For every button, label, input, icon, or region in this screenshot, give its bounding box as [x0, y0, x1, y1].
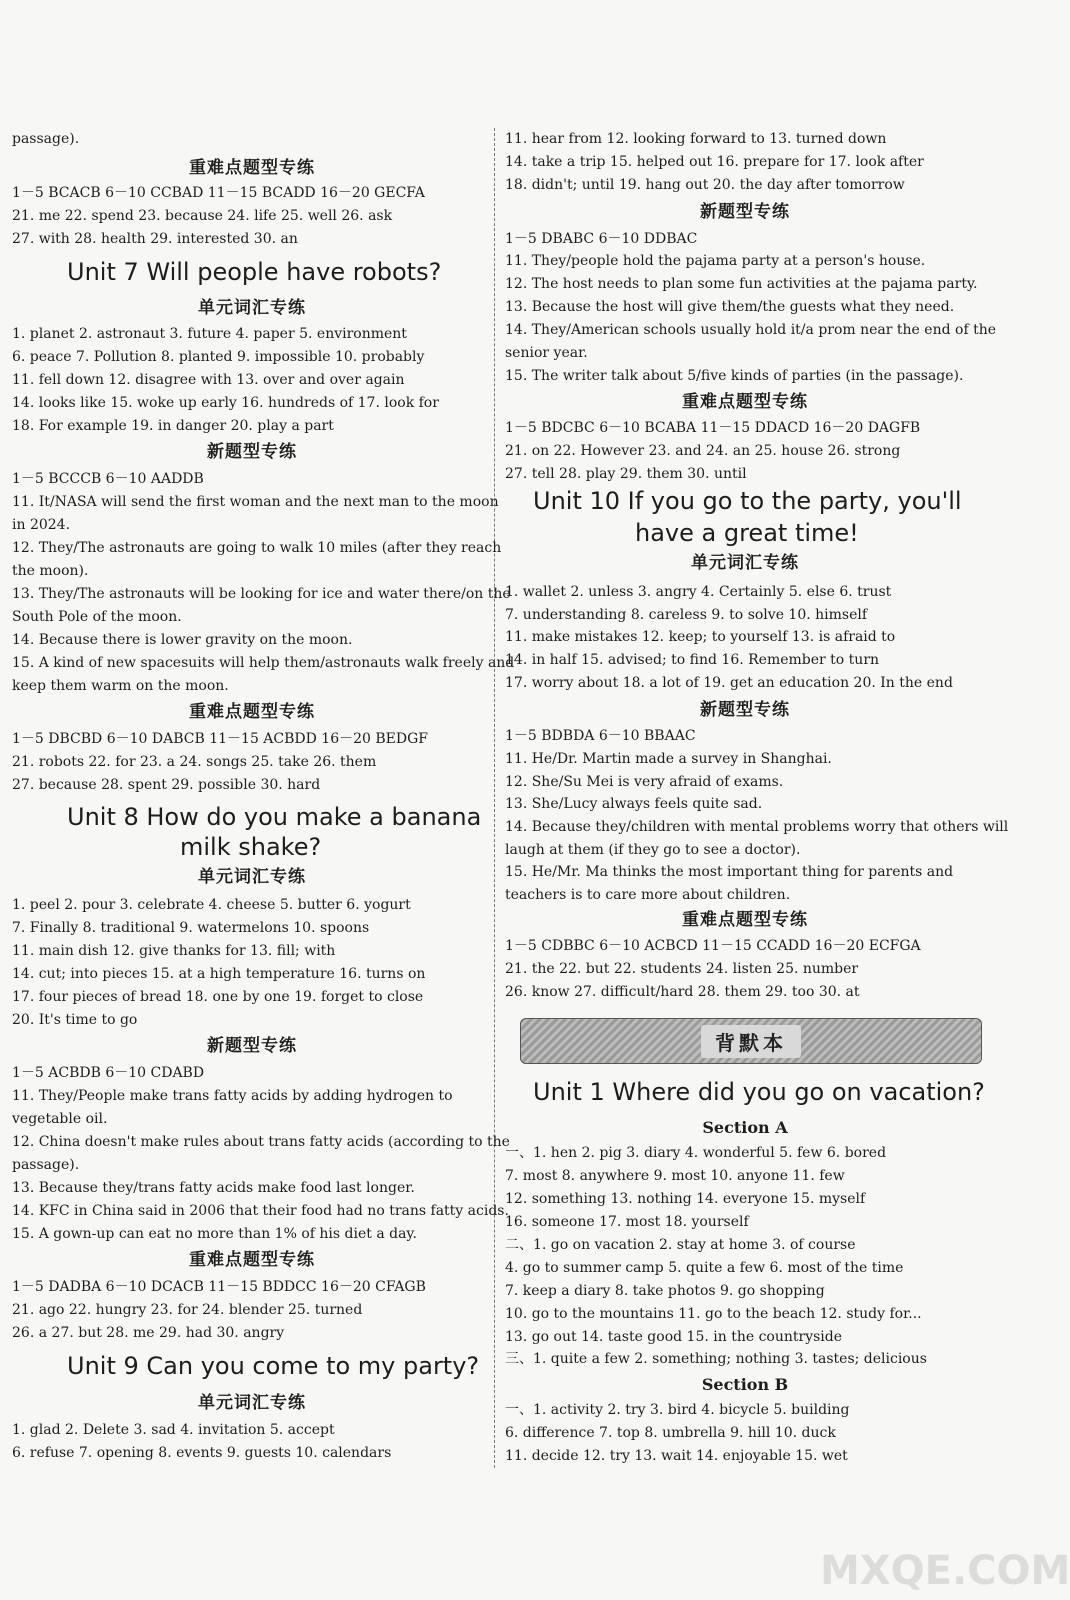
answer-line: passage). — [12, 1157, 80, 1173]
answer-line: 12. China doesn't make rules about trans fatty acids (according to the — [12, 1134, 510, 1150]
answer-line: 1－5 CDBBC 6－10 ACBCD 11－15 CCADD 16－20 ECFGA — [505, 938, 921, 954]
sub-section-title: Section B — [701, 1375, 789, 1394]
unit-title: Unit 8 How do you make a banana — [67, 803, 482, 831]
section-heading: 单元词汇专练 — [198, 1393, 306, 1413]
section-heading: 新题型专练 — [207, 442, 297, 462]
answer-line: 15. The writer talk about 5/five kinds of parties (in the passage). — [505, 368, 964, 384]
answer-line: 14. Because they/children with mental problems worry that others will — [505, 819, 1009, 835]
answer-line: 1－5 DBABC 6－10 DDBAC — [505, 231, 698, 247]
answer-line: senior year. — [505, 345, 588, 361]
answer-line: 12. They/The astronauts are going to walk 10 miles (after they reach — [12, 540, 502, 556]
answer-line: in 2024. — [12, 517, 71, 533]
answer-line: 11. It/NASA will send the first woman and the next man to the moon — [12, 494, 499, 510]
answer-line: South Pole of the moon. — [12, 609, 182, 625]
unit-title-continued: milk shake? — [180, 833, 322, 861]
answer-line: 14. Because there is lower gravity on the moon. — [12, 632, 353, 648]
answer-line: 1－5 BCACB 6－10 CCBAD 11－15 BCADD 16－20 GECFA — [12, 185, 425, 201]
answer-line: teachers is to care more about children. — [505, 887, 791, 903]
answer-line: laugh at them (if they go to see a doctor). — [505, 842, 801, 858]
answer-line: 4. go to summer camp 5. quite a few 6. most of the time — [505, 1260, 904, 1276]
answer-line: 21. me 22. spend 23. because 24. life 25. well 26. ask — [12, 208, 393, 224]
section-heading: 重难点题型专练 — [189, 702, 315, 722]
section-heading: 新题型专练 — [700, 700, 790, 720]
answer-line: 12. The host needs to plan some fun activities at the pajama party. — [505, 276, 978, 292]
answer-line: 1. planet 2. astronaut 3. future 4. paper 5. environment — [12, 326, 407, 342]
answer-line: 17. worry about 18. a lot of 19. get an education 20. In the end — [505, 675, 953, 691]
section-heading: 单元词汇专练 — [198, 867, 306, 887]
answer-line: 11. make mistakes 12. keep; to yourself 13. is afraid to — [505, 629, 896, 645]
answer-line: 18. didn't; until 19. hang out 20. the day after tomorrow — [505, 177, 905, 193]
unit-title-continued: have a great time! — [635, 519, 859, 547]
answer-line: 21. ago 22. hungry 23. for 24. blender 25. turned — [12, 1302, 363, 1318]
unit-title: Unit 9 Can you come to my party? — [67, 1352, 480, 1380]
answer-line: 26. know 27. difficult/hard 28. them 29. too 30. at — [505, 984, 860, 1000]
sub-section-title: Section A — [702, 1118, 788, 1137]
answer-line: 20. It's time to go — [12, 1012, 138, 1028]
answer-line: 14. cut; into pieces 15. at a high temperature 16. turns on — [12, 966, 426, 982]
answer-line: 26. a 27. but 28. me 29. had 30. angry — [12, 1325, 285, 1341]
answer-line: 1. glad 2. Delete 3. sad 4. invitation 5. accept — [12, 1422, 335, 1438]
section-heading: 重难点题型专练 — [189, 1250, 315, 1270]
answer-line: 1－5 DADBA 6－10 DCACB 11－15 BDDCC 16－20 CFAGB — [12, 1279, 426, 1295]
answer-line: 一、1. activity 2. try 3. bird 4. bicycle 5. building — [505, 1402, 850, 1418]
answer-line: 6. difference 7. top 8. umbrella 9. hill 10. duck — [505, 1425, 836, 1441]
section-heading: 新题型专练 — [207, 1036, 297, 1056]
answer-line: 17. four pieces of bread 18. one by one 19. forget to close — [12, 989, 424, 1005]
unit-title: Unit 10 If you go to the party, you'll — [533, 487, 962, 515]
answer-line: 15. He/Mr. Ma thinks the most important thing for parents and — [505, 864, 954, 880]
section-heading: 单元词汇专练 — [198, 298, 306, 318]
answer-line: 18. For example 19. in danger 20. play a part — [12, 418, 334, 434]
section-heading: 重难点题型专练 — [682, 910, 808, 930]
answer-line: 6. peace 7. Pollution 8. planted 9. impossible 10. probably — [12, 349, 425, 365]
banner-label: 背默本 — [701, 1025, 801, 1058]
unit-title: Unit 1 Where did you go on vacation? — [533, 1078, 985, 1106]
answer-line: 7. most 8. anywhere 9. most 10. anyone 11. few — [505, 1168, 845, 1184]
answer-line: 7. keep a diary 8. take photos 9. go shopping — [505, 1283, 825, 1299]
answer-line: 15. A kind of new spacesuits will help them/astronauts walk freely and — [12, 655, 515, 671]
answer-line: 1－5 ACBDB 6－10 CDABD — [12, 1065, 205, 1081]
recitation-booklet-banner — [520, 1018, 982, 1064]
answer-line: 一、1. hen 2. pig 3. diary 4. wonderful 5. few 6. bored — [505, 1145, 887, 1161]
answer-line: 13. Because the host will give them/the guests what they need. — [505, 299, 955, 315]
answer-line: 11. main dish 12. give thanks for 13. fill; with — [12, 943, 336, 959]
answer-line: the moon). — [12, 563, 89, 579]
answer-line: 10. go to the mountains 11. go to the beach 12. study for... — [505, 1306, 922, 1322]
answer-line: 1－5 BCCCB 6－10 AADDB — [12, 471, 204, 487]
section-heading: 新题型专练 — [700, 202, 790, 222]
answer-line: 21. robots 22. for 23. a 24. songs 25. take 26. them — [12, 754, 377, 770]
section-heading: 重难点题型专练 — [189, 158, 315, 178]
answer-line: 1. wallet 2. unless 3. angry 4. Certainly 5. else 6. trust — [505, 584, 892, 600]
column-divider — [494, 128, 495, 1468]
answer-line: 1－5 BDBDA 6－10 BBAAC — [505, 728, 696, 744]
answer-line: 11. decide 12. try 13. wait 14. enjoyable 15. wet — [505, 1448, 848, 1464]
answer-line: 11. fell down 12. disagree with 13. over and over again — [12, 372, 405, 388]
answer-line: 14. looks like 15. woke up early 16. hundreds of 17. look for — [12, 395, 439, 411]
answer-line: 1－5 BDCBC 6－10 BCABA 11－15 DDACD 16－20 DAGFB — [505, 420, 921, 436]
answer-line: 27. with 28. health 29. interested 30. an — [12, 231, 298, 247]
answer-line: 12. something 13. nothing 14. everyone 15. myself — [505, 1191, 866, 1207]
answer-line: 7. Finally 8. traditional 9. watermelons 10. spoons — [12, 920, 370, 936]
answer-line: 三、1. quite a few 2. something; nothing 3. tastes; delicious — [505, 1351, 927, 1367]
answer-line: 1. peel 2. pour 3. celebrate 4. cheese 5. butter 6. yogurt — [12, 897, 411, 913]
answer-line: 21. the 22. but 22. students 24. listen 25. number — [505, 961, 859, 977]
footer-watermark: MXQE.COM — [820, 1548, 1070, 1594]
answer-line: 14. take a trip 15. helped out 16. prepare for 17. look after — [505, 154, 924, 170]
answer-line: 14. KFC in China said in 2006 that their food had no trans fatty acids. — [12, 1203, 509, 1219]
answer-line: 11. hear from 12. looking forward to 13. turned down — [505, 131, 887, 147]
answer-line: 二、1. go on vacation 2. stay at home 3. of course — [505, 1237, 856, 1253]
answer-line: 1－5 DBCBD 6－10 DABCB 11－15 ACBDD 16－20 BEDGF — [12, 731, 429, 747]
answer-line: 16. someone 17. most 18. yourself — [505, 1214, 749, 1230]
answer-line: 11. He/Dr. Martin made a survey in Shanghai. — [505, 751, 832, 767]
answer-line: 14. in half 15. advised; to find 16. Remember to turn — [505, 652, 880, 668]
answer-line: 14. They/American schools usually hold it/a prom near the end of the — [505, 322, 996, 338]
answer-line: 21. on 22. However 23. and 24. an 25. house 26. strong — [505, 443, 901, 459]
answer-line: 13. She/Lucy always feels quite sad. — [505, 796, 763, 812]
unit-title: Unit 7 Will people have robots? — [67, 258, 442, 286]
answer-line: 13. They/The astronauts will be looking for ice and water there/on the — [12, 586, 511, 602]
answer-line: vegetable oil. — [12, 1111, 108, 1127]
answer-line: 15. A gown-up can eat no more than 1% of his diet a day. — [12, 1226, 417, 1242]
answer-line: 11. They/people hold the pajama party at a person's house. — [505, 253, 926, 269]
answer-line: 13. Because they/trans fatty acids make food last longer. — [12, 1180, 415, 1196]
section-heading: 重难点题型专练 — [682, 392, 808, 412]
answer-line: 6. refuse 7. opening 8. events 9. guests 10. calendars — [12, 1445, 392, 1461]
answer-line: 13. go out 14. taste good 15. in the countryside — [505, 1329, 843, 1345]
answer-line: 27. tell 28. play 29. them 30. until — [505, 466, 747, 482]
answer-line: passage). — [12, 131, 80, 147]
answer-line: 7. understanding 8. careless 9. to solve 10. himself — [505, 607, 868, 623]
answer-line: 11. They/People make trans fatty acids by adding hydrogen to — [12, 1088, 453, 1104]
answer-line: keep them warm on the moon. — [12, 678, 229, 694]
section-heading: 单元词汇专练 — [691, 553, 799, 573]
answer-line: 27. because 28. spent 29. possible 30. hard — [12, 777, 321, 793]
answer-line: 12. She/Su Mei is very afraid of exams. — [505, 774, 784, 790]
